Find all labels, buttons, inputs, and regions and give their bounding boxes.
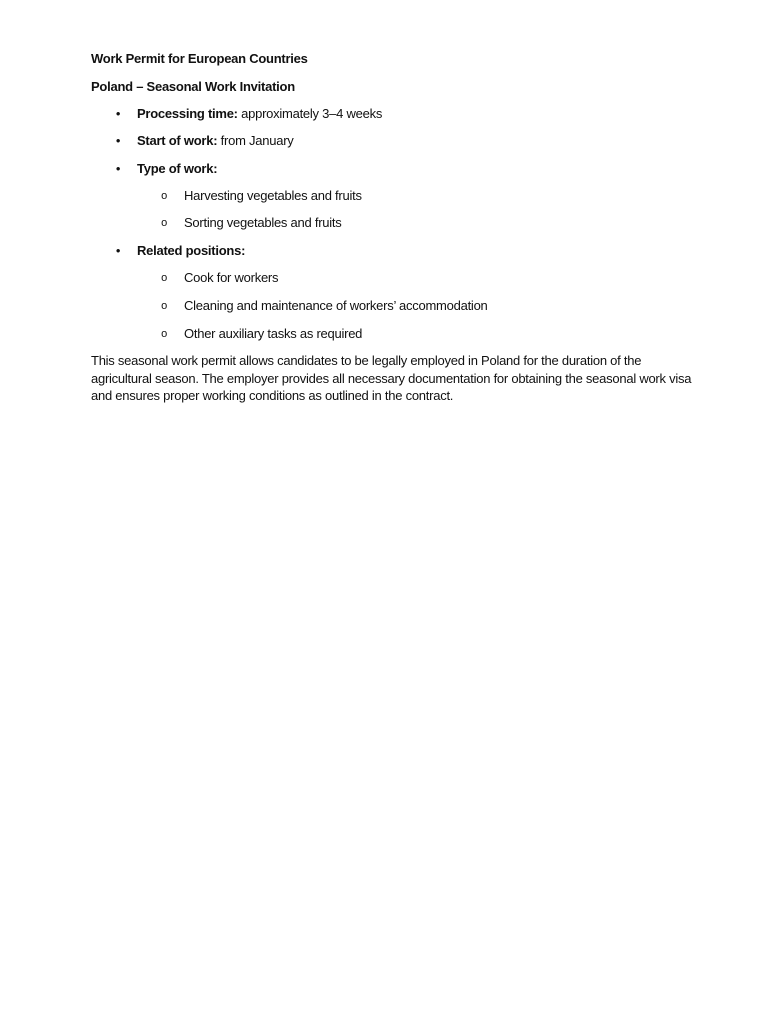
circle-bullet-icon: o bbox=[161, 272, 167, 285]
bullet-icon: • bbox=[115, 160, 121, 176]
list-item-value: from January bbox=[217, 133, 294, 149]
document-subtitle: Poland – Seasonal Work Invitation bbox=[91, 78, 295, 94]
list-item-type-of-work bbox=[91, 160, 697, 178]
sub-list-item-sorting bbox=[91, 214, 697, 232]
document-body bbox=[91, 50, 697, 405]
list-item-start-of-work bbox=[91, 132, 697, 150]
sub-list-item-text: Harvesting vegetables and fruits bbox=[184, 187, 362, 203]
circle-bullet-icon: o bbox=[161, 189, 167, 202]
bullet-icon: • bbox=[115, 133, 121, 149]
sub-list-item-text: Cleaning and maintenance of workers’ accommodation bbox=[184, 297, 488, 313]
circle-bullet-icon: o bbox=[161, 327, 167, 340]
bullet-icon: • bbox=[115, 243, 121, 259]
sub-list-item-text: Other auxiliary tasks as required bbox=[184, 325, 363, 341]
circle-bullet-icon: o bbox=[161, 299, 167, 312]
sub-list-item-cleaning bbox=[91, 297, 697, 315]
list-item-processing-time bbox=[91, 105, 697, 123]
bullet-icon: • bbox=[115, 106, 121, 121]
list-item-label: Related positions: bbox=[137, 243, 246, 259]
list-item-related-positions bbox=[91, 242, 697, 260]
circle-bullet-icon: o bbox=[161, 217, 167, 230]
sub-list-item-harvesting bbox=[91, 187, 697, 205]
sub-list-item-text: Cook for workers bbox=[184, 270, 279, 286]
sub-list-item-other bbox=[91, 325, 697, 343]
body-paragraph: This seasonal work permit allows candidates to be legally employed in Poland for the duration of the agricultural season. The employer provides all necessary documentation for obtaining the seasonal work visa and ensures proper working conditions as outlined in the contract. bbox=[91, 353, 692, 404]
sub-list-item-text: Sorting vegetables and fruits bbox=[184, 215, 342, 231]
list-item-label: Processing time: bbox=[137, 106, 238, 121]
sub-list-item-cook bbox=[91, 269, 697, 287]
list-item-label: Type of work: bbox=[137, 160, 218, 176]
list-item-value: approximately 3–4 weeks bbox=[237, 106, 383, 121]
list-item-label: Start of work: bbox=[137, 133, 218, 149]
document-title: Work Permit for European Countries bbox=[91, 51, 308, 66]
